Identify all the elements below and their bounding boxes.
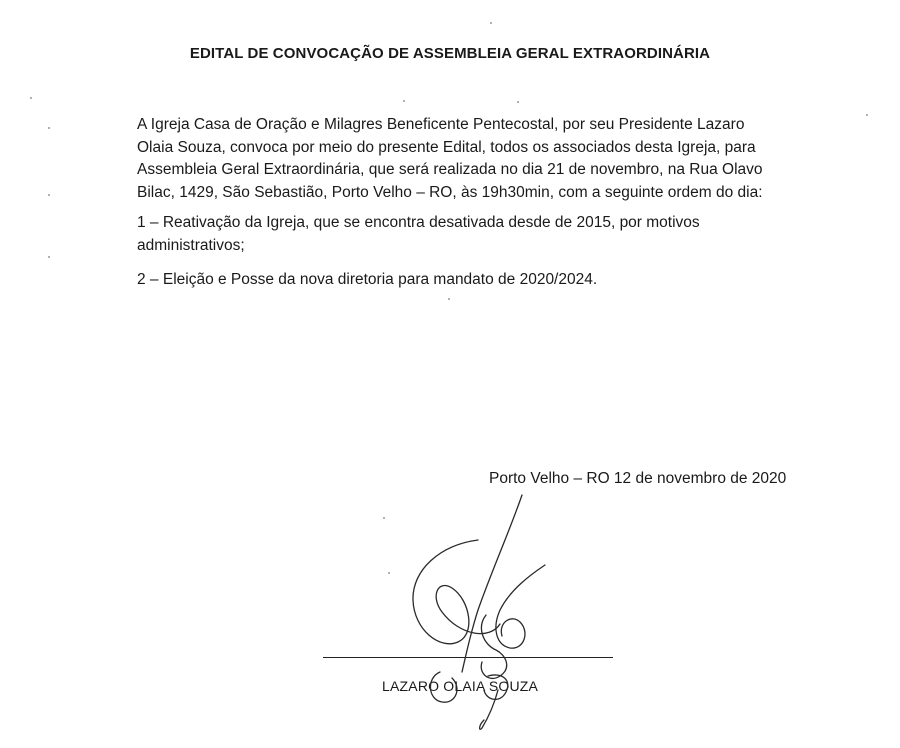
scan-speck xyxy=(48,127,50,129)
scan-speck xyxy=(30,97,32,99)
agenda-item-2: 2 – Eleição e Posse da nova diretoria para mandato de 2020/2024. xyxy=(137,271,598,288)
scan-speck xyxy=(403,100,405,102)
document-title: EDITAL DE CONVOCAÇÃO DE ASSEMBLEIA GERAL EXTRAORDINÁRIA xyxy=(189,45,711,62)
signatory-name: LAZARO OLAIA SOUZA xyxy=(382,678,539,694)
scan-speck xyxy=(490,22,492,24)
intro-paragraph: A Igreja Casa de Oração e Milagres Beneficente Pentecostal, por seu Presidente Lazaro Olaia Souza, convoca por meio do presente Edital, todos os associados desta Igreja, para Assembleia Geral Extraordinária, que será realizada no dia 21 de novembro, na Rua Olavo Bilac, 1429, São Sebastião, Porto Velho – RO, às 19h30min, com a seguinte ordem do dia: xyxy=(137,116,763,201)
scan-speck xyxy=(383,517,385,519)
scan-speck xyxy=(517,101,519,103)
scan-speck xyxy=(48,256,50,258)
signature-line xyxy=(323,657,613,658)
agenda-item-1: 1 – Reativação da Igreja, que se encontra desativada desde de 2015, por motivos administrativos; xyxy=(137,214,700,254)
scan-speck xyxy=(448,298,450,300)
scan-speck xyxy=(866,114,868,116)
date-line: Porto Velho – RO 12 de novembro de 2020 xyxy=(489,470,787,487)
scan-speck xyxy=(388,572,390,574)
scan-speck xyxy=(48,194,50,196)
